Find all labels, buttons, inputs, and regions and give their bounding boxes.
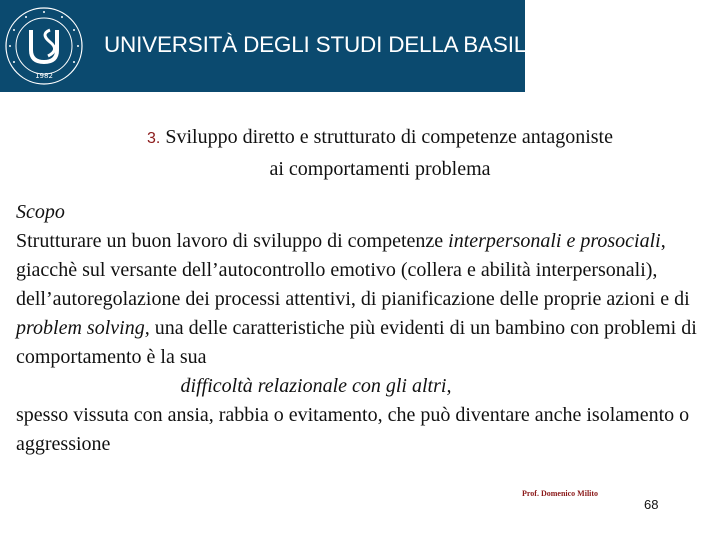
university-name: UNIVERSITÀ DEGLI STUDI DELLA BASILICATA bbox=[104, 32, 589, 57]
paragraph-part: Strutturare un buon lavoro di sviluppo di competenze bbox=[16, 230, 449, 252]
italic-term: problem solving, bbox=[16, 317, 150, 339]
paragraph-part: una delle caratteristiche più evidenti di un bambino con problemi di comportamento è la sua bbox=[16, 317, 697, 368]
scopo-label: Scopo bbox=[16, 201, 65, 223]
author-credit: Prof. Domenico Milito bbox=[522, 489, 599, 498]
centered-italic-phrase: difficoltà relazionale con gli altri, bbox=[180, 375, 452, 397]
heading-line-2: ai comportamenti problema bbox=[269, 158, 491, 180]
paragraph-2: spesso vissuta con ansia, rabbia o evitamento, che può diventare anche isolamento o aggressione bbox=[16, 404, 690, 455]
heading-line-1: Sviluppo diretto e strutturato di competenze antagoniste bbox=[165, 126, 613, 148]
page-number: 68 bbox=[644, 497, 659, 512]
body-text bbox=[16, 198, 706, 459]
svg-text:1982: 1982 bbox=[35, 72, 53, 80]
section-heading bbox=[80, 122, 680, 184]
italic-term: interpersonali e prosociali bbox=[448, 230, 661, 252]
university-seal-logo bbox=[4, 6, 84, 86]
paragraph-part: , giacchè sul versante dell’autocontrollo emotivo (collera e abilità interpersonali), dell’autoregolazione dei processi attentivi, di pianificazione delle proprie azioni e di bbox=[16, 230, 690, 310]
university-banner bbox=[0, 0, 589, 92]
heading-number: 3. bbox=[146, 130, 161, 147]
